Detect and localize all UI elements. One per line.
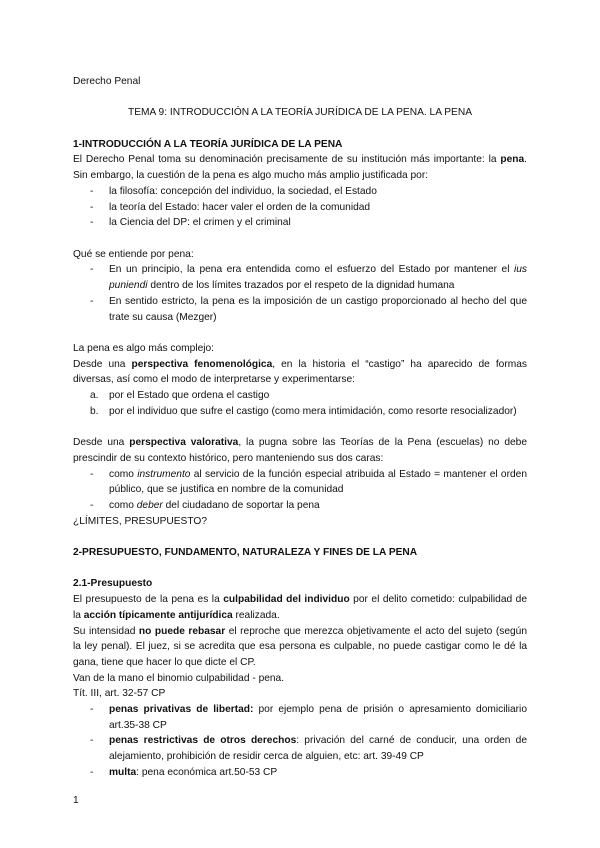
list-item: - En sentido estricto, la pena es la imposición de un castigo proporcionado al hecho del que trate su causa (Mezger): [90, 295, 527, 323]
paragraph-titulo: Tít. III, art. 32-57 CP: [73, 688, 166, 700]
section-1-heading: 1-INTRODUCCIÓN A LA TEORÍA JURÍDICA DE LA PENA: [73, 138, 343, 150]
paragraph-intro: El Derecho Penal toma su denominación precisamente de su institución más importante: la pena. Sin embargo, la cuestión de la pena es algo mucho más amplio justificada por:: [73, 154, 527, 182]
list-item: - la teoría del Estado: hacer valer el orden de la comunidad: [90, 201, 371, 213]
paragraph-binomio: Van de la mano el binomio culpabilidad - pena.: [73, 672, 285, 684]
perspective-list: [73, 388, 527, 419]
two-faces-list: [73, 467, 527, 514]
paragraph-intensidad: Su intensidad no puede rebasar el reproche que merezca objetivamente el acto del sujeto (según la ley penal). El juez, si se acredita que esa persona es culpable, no puede castigar como le dé la gana, tiene que hacer lo que dicte el CP.: [73, 625, 527, 668]
penalty-types-list: [73, 702, 527, 781]
page-number: 1: [73, 795, 79, 806]
paragraph-presupuesto: El presupuesto de la pena es la culpabilidad del individuo por el delito cometido: culpabilidad de la acción típicamente antijurídica realizada.: [73, 594, 527, 621]
list-item: - penas privativas de libertad: por ejemplo pena de prisión o apresamiento domiciliario art.35-38 CP: [90, 704, 527, 731]
list-item: - penas restrictivas de otros derechos: privación del carné de conducir, una orden de alejamiento, prohibición de residir cerca de alguien, etc: art. 39-49 CP: [90, 735, 527, 763]
list-item: - multa: pena económica art.50-53 CP: [90, 766, 278, 778]
list-item: - la filosofía: concepción del individuo, la sociedad, el Estado: [90, 185, 377, 197]
list-item: a. por el Estado que ordena el castigo: [90, 390, 270, 401]
section-2-heading: 2-PRESUPUESTO, FUNDAMENTO, NATURALEZA Y FINES DE LA PENA: [73, 547, 418, 558]
page-title: TEMA 9: INTRODUCCIÓN A LA TEORÍA JURÍDICA DE LA PENA. LA PENA: [127, 107, 473, 119]
document-header: Derecho Penal: [73, 76, 141, 87]
justification-list: [73, 184, 527, 231]
list-item: b. por el individuo que sufre el castigo (como mera intimidación, como resorte resocializador): [90, 405, 517, 417]
question-pena: Qué se entiende por pena:: [73, 248, 194, 260]
list-item: - En un principio, la pena era entendida como el esfuerzo del Estado por mantener el ius puniendi dentro de los límites trazados por el respeto de la dignidad humana: [90, 264, 527, 292]
subsection-heading: 2.1-Presupuesto: [73, 578, 153, 590]
paragraph-fenomenologica: Desde una perspectiva fenomenológica, en la historia el “castigo” ha aparecido de formas diversas, así como el modo de interpretarse y experimentarse:: [73, 358, 527, 386]
list-item: - como deber del ciudadano de soportar la pena: [90, 499, 320, 511]
list-item: - como instrumento al servicio de la función especial atribuida al Estado = mantener el orden público, que se justifica en nombre de la comunidad: [90, 468, 527, 496]
list-item: - la Ciencia del DP: el crimen y el criminal: [90, 217, 291, 229]
pena-definition-list: [73, 262, 527, 325]
document-page: [73, 74, 527, 781]
limits-question: ¿LÍMITES, PRESUPUESTO?: [73, 515, 207, 527]
paragraph-valorativa: Desde una perspectiva valorativa, la pugna sobre las Teorías de la Pena (escuelas) no debe prescindir de su contexto histórico, pero manteniendo sus dos caras:: [73, 437, 527, 464]
paragraph-complex: La pena es algo más complejo:: [73, 342, 215, 354]
